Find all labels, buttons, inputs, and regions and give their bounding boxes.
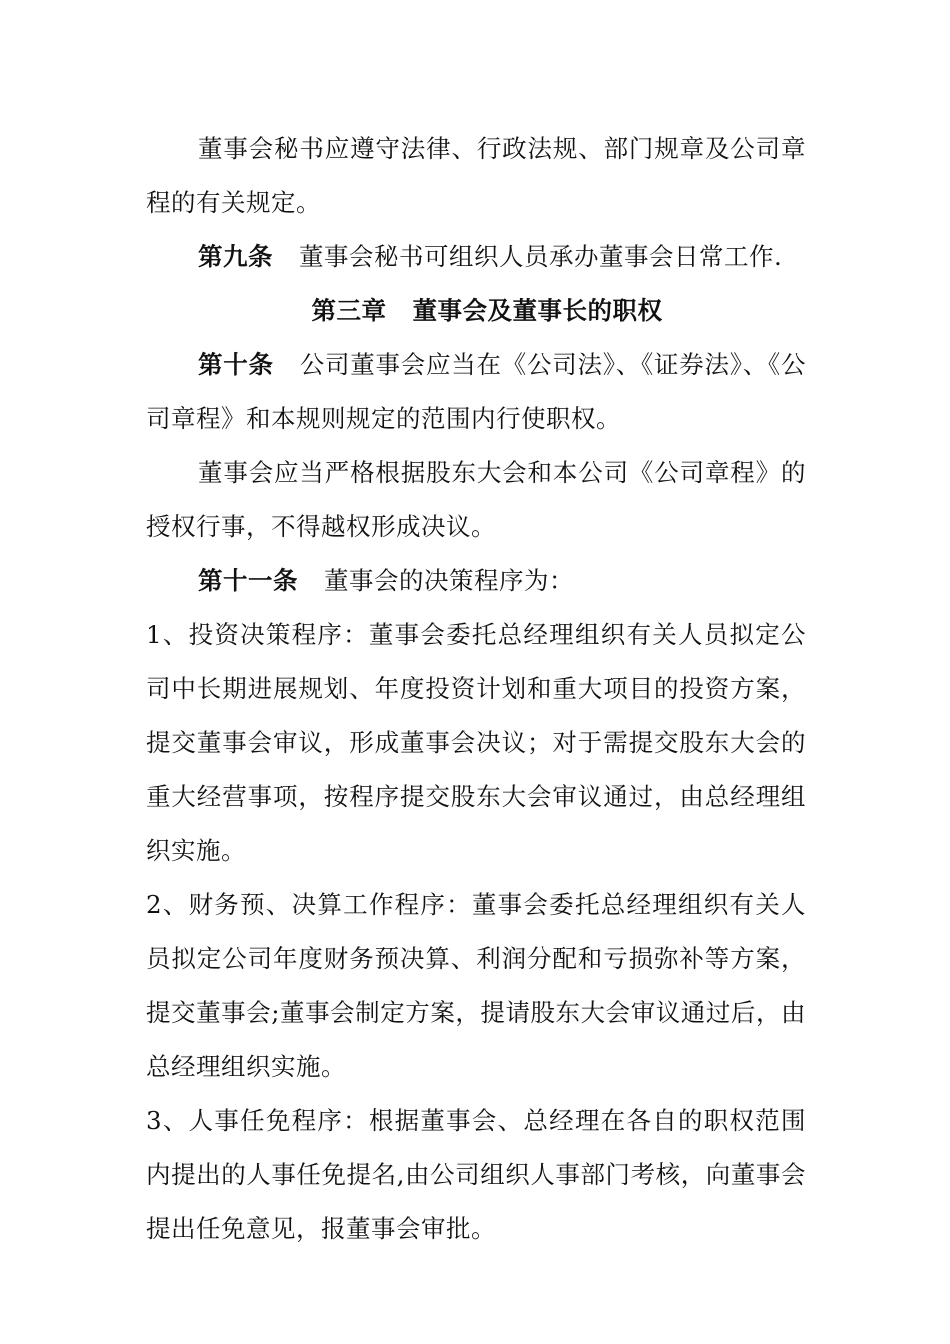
document-page xyxy=(146,122,806,1256)
list-item-investment-procedure: 1、投资决策程序：董事会委托总经理组织有关人员拟定公司中长期进展规划、年度投资计划和重大项目的投资方案，提交董事会审议，形成董事会决议；对于需提交股东大会的重大经营事项，按程序提交股东大会审议通过，由总经理组织实施。 xyxy=(146,620,806,865)
paragraph-secretary-compliance: 董事会秘书应遵守法律、行政法规、部门规章及公司章程的有关规定。 xyxy=(146,134,806,217)
article-11-text: 董事会的决策程序为： xyxy=(324,566,574,595)
article-10 xyxy=(146,338,806,446)
article-11 xyxy=(146,554,806,608)
article-11-label: 第十一条 xyxy=(198,566,298,595)
list-item-budget-procedure: 2、财务预、决算工作程序：董事会委托总经理组织有关人员拟定公司年度财务预决算、利润分配和亏损弥补等方案，提交董事会;董事会制定方案，提请股东大会审议通过后，由总经理组织实施。 xyxy=(146,890,806,1081)
article-9-label: 第九条 xyxy=(198,242,273,271)
paragraph-board-authority: 董事会应当严格根据股东大会和本公司《公司章程》的授权行事，不得越权形成决议。 xyxy=(146,458,806,541)
article-10-label: 第十条 xyxy=(198,350,274,379)
list-item-personnel-procedure: 3、人事任免程序：根据董事会、总经理在各自的职权范围内提出的人事任免提名,由公司组织人事部门考核，向董事会提出任免意见，报董事会审批。 xyxy=(146,1106,806,1243)
chapter-number: 第三章 xyxy=(311,296,387,325)
chapter-title: 董事会及董事长的职权 xyxy=(412,296,663,325)
chapter-heading xyxy=(146,284,806,338)
article-9-text: 董事会秘书可组织人员承办董事会日常工作. xyxy=(299,242,783,271)
article-9 xyxy=(146,230,806,284)
article-10-text: 公司董事会应当在《公司法》、《证券法》、《公司章程》和本规则规定的范围内行使职权。 xyxy=(146,350,806,433)
